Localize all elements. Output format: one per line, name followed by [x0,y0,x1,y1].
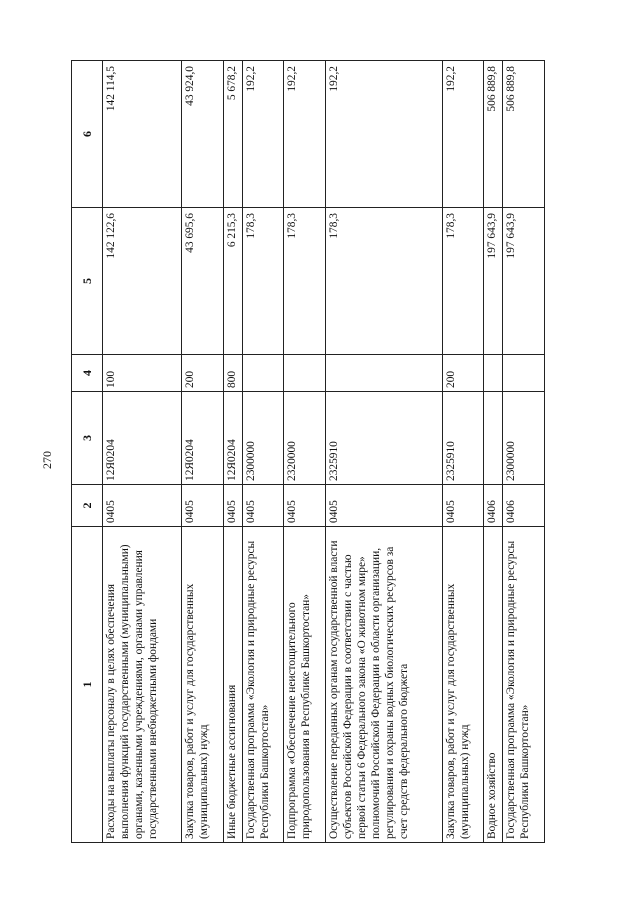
table-row [242,61,284,843]
row-name: Расходы на выплаты персоналу в целях обеспечения выполнения функций государственными (муниципальными) органами, казенными учреждениями, органами управления государственными внебюджетными фондами [103,527,182,843]
row-target [484,392,503,485]
row-type: 800 [223,355,242,392]
table-row [284,61,326,843]
row-type [325,355,442,392]
budget-table-container [71,61,545,843]
row-value-5: 178,3 [242,208,284,355]
row-value-6: 5 678,2 [223,61,242,208]
row-value-5: 6 215,3 [223,208,242,355]
row-target: 12Я0204 [223,392,242,485]
header-col-5: 5 [72,208,103,355]
row-section: 0405 [325,485,442,527]
row-target: 2300000 [503,392,545,485]
row-type: 200 [442,355,484,392]
table-row [182,61,224,843]
row-target: 12Я0204 [103,392,182,485]
row-value-5: 142 122,6 [103,208,182,355]
row-section: 0405 [103,485,182,527]
page-number: 270 [40,451,54,469]
row-name: Водное хозяйство [484,527,503,843]
header-col-1: 1 [72,527,103,843]
row-section: 0405 [223,485,242,527]
header-col-2: 2 [72,485,103,527]
row-target: 2325910 [325,392,442,485]
row-target: 2320000 [284,392,326,485]
row-target: 12Я0204 [182,392,224,485]
row-section: 0406 [503,485,545,527]
table-row [503,61,545,843]
row-section: 0405 [182,485,224,527]
table-row [484,61,503,843]
row-value-5: 43 695,6 [182,208,224,355]
header-row [72,61,103,843]
row-value-6: 43 924,0 [182,61,224,208]
table-row [442,61,484,843]
table-row [103,61,182,843]
header-col-4: 4 [72,355,103,392]
row-name: Подпрограмма «Обеспечение неистощительного природопользования в Республике Башкортостан» [284,527,326,843]
row-type [503,355,545,392]
row-name: Иные бюджетные ассигнования [223,527,242,843]
row-value-5: 178,3 [325,208,442,355]
table-row [223,61,242,843]
row-name: Закупка товаров, работ и услуг для государственных (муниципальных) нужд [182,527,224,843]
row-section: 0405 [284,485,326,527]
row-value-6: 192,2 [284,61,326,208]
row-value-6: 142 114,5 [103,61,182,208]
row-value-5: 178,3 [284,208,326,355]
header-col-6: 6 [72,61,103,208]
row-type [484,355,503,392]
row-value-5: 197 643,9 [503,208,545,355]
header-col-3: 3 [72,392,103,485]
row-value-5: 197 643,9 [484,208,503,355]
row-value-5: 178,3 [442,208,484,355]
budget-table [71,60,545,843]
row-type: 200 [182,355,224,392]
row-target: 2325910 [442,392,484,485]
row-value-6: 192,2 [442,61,484,208]
row-type: 100 [103,355,182,392]
row-value-6: 192,2 [325,61,442,208]
row-name: Государственная программа «Экология и природные ресурсы Республики Башкортостан» [242,527,284,843]
row-name: Осуществление переданных органам государственной власти субъектов Российской Федерации в соответствии с частью первой статьи 6 Федерального закона «О животном мире» полномочий Российской Федерации в области организации, регулирования и охраны водных биологических ресурсов за счет средств федерального бюджета [325,527,442,843]
row-type [242,355,284,392]
row-value-6: 506 889,8 [503,61,545,208]
row-type [284,355,326,392]
row-value-6: 506 889,8 [484,61,503,208]
table-row [325,61,442,843]
row-section: 0406 [484,485,503,527]
row-target: 2300000 [242,392,284,485]
row-section: 0405 [442,485,484,527]
row-name: Закупка товаров, работ и услуг для государственных (муниципальных) нужд [442,527,484,843]
row-name: Государственная программа «Экология и природные ресурсы Республики Башкортостан» [503,527,545,843]
row-section: 0405 [242,485,284,527]
row-value-6: 192,2 [242,61,284,208]
